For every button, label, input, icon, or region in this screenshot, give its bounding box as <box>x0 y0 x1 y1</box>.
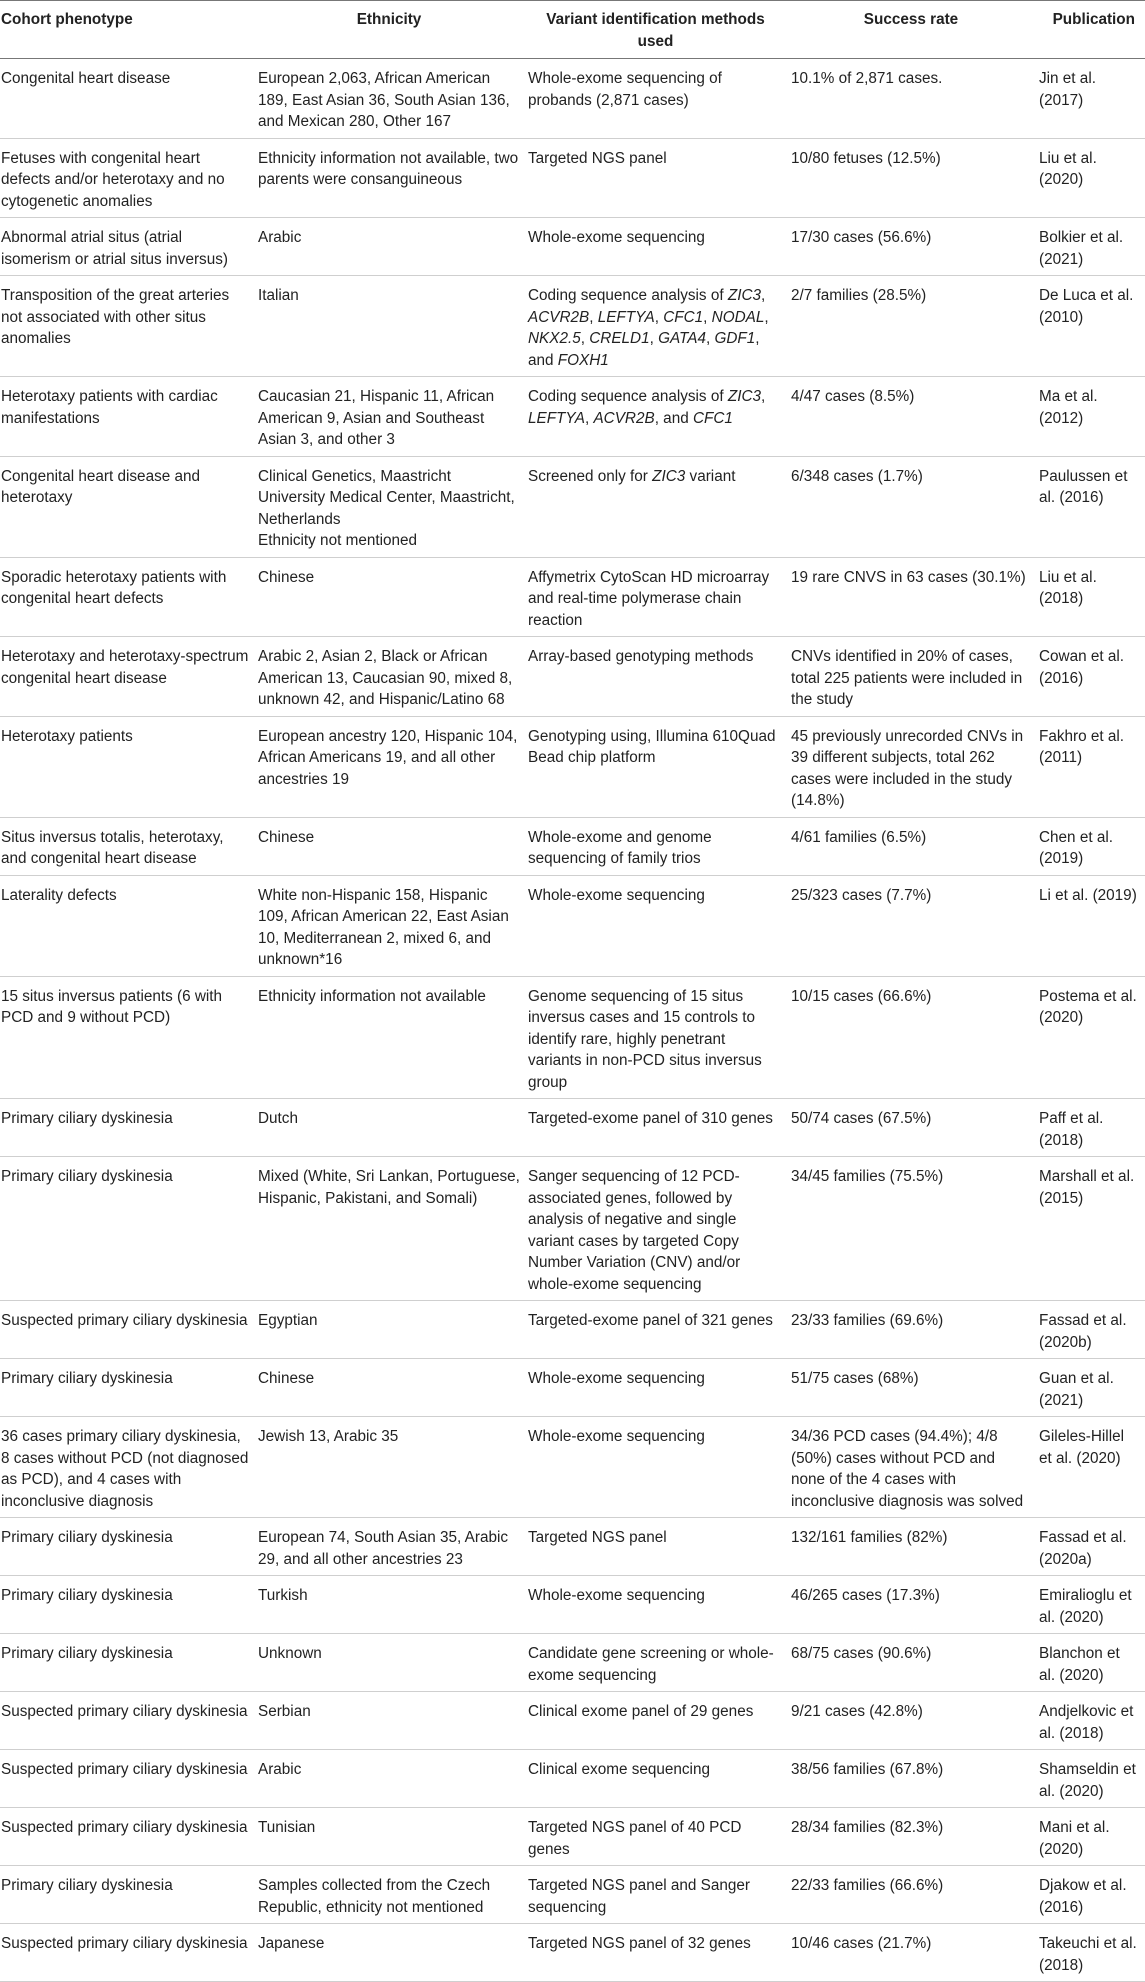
ethnicity-cell: Unknown <box>258 1634 528 1692</box>
variant-methods-cell: Whole-exome sequencing <box>528 218 791 276</box>
variant-methods-cell: Screened only for ZIC3 variant <box>528 456 791 557</box>
success-rate-cell: 10.1% of 2,871 cases. <box>791 59 1039 139</box>
cohort-phenotype-cell: Suspected primary ciliary dyskinesia <box>0 1301 258 1359</box>
success-rate-cell: 46/265 cases (17.3%) <box>791 1576 1039 1634</box>
cohort-phenotype-cell: Suspected primary ciliary dyskinesia <box>0 1924 258 1982</box>
publication-cell: Fassad et al. (2020b) <box>1039 1301 1145 1359</box>
publication-cell: Djakow et al. (2016) <box>1039 1866 1145 1924</box>
cohort-phenotype-cell: Abnormal atrial situs (atrial isomerism or atrial situs inversus) <box>0 218 258 276</box>
variant-methods-cell: Targeted NGS panel and Sanger sequencing <box>528 1866 791 1924</box>
variant-methods-cell: Whole-exome sequencing <box>528 1417 791 1518</box>
variant-methods-cell: Targeted-exome panel of 310 genes <box>528 1099 791 1157</box>
success-rate-cell: 23/33 families (69.6%) <box>791 1301 1039 1359</box>
variant-methods-cell: Clinical exome sequencing <box>528 1750 791 1808</box>
table-row <box>0 1924 1145 1982</box>
ethnicity-cell: Mixed (White, Sri Lankan, Portuguese, Hispanic, Pakistani, and Somali) <box>258 1157 528 1301</box>
table-row <box>0 456 1145 557</box>
ethnicity-cell: Chinese <box>258 1359 528 1417</box>
cohort-phenotype-cell: Heterotaxy patients with cardiac manifestations <box>0 377 258 457</box>
cohort-phenotype-cell: Primary ciliary dyskinesia <box>0 1518 258 1576</box>
publication-cell: Postema et al. (2020) <box>1039 976 1145 1099</box>
cohort-phenotype-cell: Situs inversus totalis, heterotaxy, and congenital heart disease <box>0 817 258 875</box>
cohort-phenotype-cell: Primary ciliary dyskinesia <box>0 1359 258 1417</box>
table-row <box>0 637 1145 717</box>
publication-cell: Emiralioglu et al. (2020) <box>1039 1576 1145 1634</box>
table-row <box>0 1576 1145 1634</box>
variant-methods-cell: Clinical exome panel of 29 genes <box>528 1692 791 1750</box>
success-rate-cell: 19 rare CNVS in 63 cases (30.1%) <box>791 557 1039 637</box>
publication-cell: De Luca et al. (2010) <box>1039 276 1145 377</box>
variant-methods-cell: Targeted NGS panel <box>528 138 791 218</box>
ethnicity-cell: Chinese <box>258 817 528 875</box>
success-rate-cell: 4/61 families (6.5%) <box>791 817 1039 875</box>
ethnicity-cell: Tunisian <box>258 1808 528 1866</box>
variant-methods-cell: Whole-exome sequencing <box>528 1359 791 1417</box>
table-row <box>0 1518 1145 1576</box>
success-rate-cell: 34/36 PCD cases (94.4%); 4/8 (50%) cases without PCD and none of the 4 cases with inconclusive diagnosis was solved <box>791 1417 1039 1518</box>
table-row <box>0 1808 1145 1866</box>
success-rate-cell: CNVs identified in 20% of cases, total 225 patients were included in the study <box>791 637 1039 717</box>
header-row <box>0 1 1145 59</box>
table-row <box>0 1157 1145 1301</box>
table-row <box>0 976 1145 1099</box>
cohort-phenotype-cell: Suspected primary ciliary dyskinesia <box>0 1750 258 1808</box>
success-rate-cell: 132/161 families (82%) <box>791 1518 1039 1576</box>
success-rate-cell: 50/74 cases (67.5%) <box>791 1099 1039 1157</box>
ethnicity-cell: Japanese <box>258 1924 528 1982</box>
table-row <box>0 138 1145 218</box>
cohort-phenotype-cell: 36 cases primary ciliary dyskinesia, 8 cases without PCD (not diagnosed as PCD), and 4 cases with inconclusive diagnosis <box>0 1417 258 1518</box>
table-row <box>0 377 1145 457</box>
header-ethnicity: Ethnicity <box>258 1 528 59</box>
table-row <box>0 875 1145 976</box>
publication-cell: Fakhro et al. (2011) <box>1039 716 1145 817</box>
success-rate-cell: 34/45 families (75.5%) <box>791 1157 1039 1301</box>
success-rate-cell: 25/323 cases (7.7%) <box>791 875 1039 976</box>
table-row <box>0 1099 1145 1157</box>
success-rate-cell: 9/21 cases (42.8%) <box>791 1692 1039 1750</box>
success-rate-cell: 4/47 cases (8.5%) <box>791 377 1039 457</box>
cohort-phenotype-cell: Suspected primary ciliary dyskinesia <box>0 1808 258 1866</box>
table-body <box>0 59 1145 1982</box>
cohort-phenotype-cell: Primary ciliary dyskinesia <box>0 1099 258 1157</box>
table-row <box>0 1359 1145 1417</box>
publication-cell: Marshall et al. (2015) <box>1039 1157 1145 1301</box>
variant-methods-cell: Targeted NGS panel of 40 PCD genes <box>528 1808 791 1866</box>
table-row <box>0 276 1145 377</box>
publication-cell: Blanchon et al. (2020) <box>1039 1634 1145 1692</box>
header-publication: Publication <box>1039 1 1145 59</box>
variant-methods-cell: Sanger sequencing of 12 PCD-associated genes, followed by analysis of negative and single variant cases by targeted Copy Number Variation (CNV) and/or whole-exome sequencing <box>528 1157 791 1301</box>
success-rate-cell: 6/348 cases (1.7%) <box>791 456 1039 557</box>
variant-methods-cell: Genome sequencing of 15 situs inversus cases and 15 controls to identify rare, highly penetrant variants in non-PCD situs inversus group <box>528 976 791 1099</box>
table-row <box>0 59 1145 139</box>
cohort-phenotype-cell: Heterotaxy patients <box>0 716 258 817</box>
cohort-phenotype-cell: Congenital heart disease <box>0 59 258 139</box>
ethnicity-cell: Turkish <box>258 1576 528 1634</box>
table-row <box>0 557 1145 637</box>
variant-methods-cell: Genotyping using, Illumina 610Quad Bead chip platform <box>528 716 791 817</box>
ethnicity-cell: European ancestry 120, Hispanic 104, African Americans 19, and all other ancestries 19 <box>258 716 528 817</box>
publication-cell: Shamseldin et al. (2020) <box>1039 1750 1145 1808</box>
publication-cell: Liu et al. (2018) <box>1039 557 1145 637</box>
ethnicity-cell: Ethnicity information not available, two parents were consanguineous <box>258 138 528 218</box>
ethnicity-cell: Ethnicity information not available <box>258 976 528 1099</box>
publication-cell: Guan et al. (2021) <box>1039 1359 1145 1417</box>
cohort-phenotype-cell: Primary ciliary dyskinesia <box>0 1576 258 1634</box>
publication-cell: Chen et al. (2019) <box>1039 817 1145 875</box>
success-rate-cell: 51/75 cases (68%) <box>791 1359 1039 1417</box>
success-rate-cell: 45 previously unrecorded CNVs in 39 different subjects, total 262 cases were included in the study (14.8%) <box>791 716 1039 817</box>
cohort-phenotype-cell: Suspected primary ciliary dyskinesia <box>0 1692 258 1750</box>
success-rate-cell: 28/34 families (82.3%) <box>791 1808 1039 1866</box>
ethnicity-cell: European 2,063, African American 189, East Asian 36, South Asian 136, and Mexican 280, Other 167 <box>258 59 528 139</box>
variant-methods-cell: Targeted NGS panel of 32 genes <box>528 1924 791 1982</box>
ethnicity-cell: Dutch <box>258 1099 528 1157</box>
variant-methods-cell: Whole-exome sequencing <box>528 875 791 976</box>
table-row <box>0 1692 1145 1750</box>
ethnicity-cell: Arabic <box>258 1750 528 1808</box>
cohort-phenotype-cell: Transposition of the great arteries not associated with other situs anomalies <box>0 276 258 377</box>
ethnicity-cell: Jewish 13, Arabic 35 <box>258 1417 528 1518</box>
cohort-phenotype-cell: 15 situs inversus patients (6 with PCD and 9 without PCD) <box>0 976 258 1099</box>
publication-cell: Liu et al. (2020) <box>1039 138 1145 218</box>
publication-cell: Gileles-Hillel et al. (2020) <box>1039 1417 1145 1518</box>
cohort-phenotype-cell: Laterality defects <box>0 875 258 976</box>
publication-cell: Jin et al. (2017) <box>1039 59 1145 139</box>
ethnicity-cell: Italian <box>258 276 528 377</box>
publication-cell: Takeuchi et al. (2018) <box>1039 1924 1145 1982</box>
publication-cell: Mani et al. (2020) <box>1039 1808 1145 1866</box>
ethnicity-cell: Clinical Genetics, Maastricht University Medical Center, Maastricht, Netherlands Ethnicity not mentioned <box>258 456 528 557</box>
table-row <box>0 1417 1145 1518</box>
table-row <box>0 1866 1145 1924</box>
cohort-phenotype-cell: Congenital heart disease and heterotaxy <box>0 456 258 557</box>
table-row <box>0 1634 1145 1692</box>
cohort-phenotype-cell: Primary ciliary dyskinesia <box>0 1866 258 1924</box>
success-rate-cell: 68/75 cases (90.6%) <box>791 1634 1039 1692</box>
table-row <box>0 716 1145 817</box>
cohort-phenotype-cell: Primary ciliary dyskinesia <box>0 1634 258 1692</box>
variant-methods-cell: Candidate gene screening or whole-exome sequencing <box>528 1634 791 1692</box>
header-cohort-phenotype: Cohort phenotype <box>0 1 258 59</box>
table-row <box>0 817 1145 875</box>
header-success-rate: Success rate <box>791 1 1039 59</box>
ethnicity-cell: Egyptian <box>258 1301 528 1359</box>
cohort-phenotype-cell: Heterotaxy and heterotaxy-spectrum congenital heart disease <box>0 637 258 717</box>
success-rate-cell: 17/30 cases (56.6%) <box>791 218 1039 276</box>
variant-methods-cell: Coding sequence analysis of ZIC3, LEFTYA, ACVR2B, and CFC1 <box>528 377 791 457</box>
ethnicity-cell: Arabic <box>258 218 528 276</box>
success-rate-cell: 10/80 fetuses (12.5%) <box>791 138 1039 218</box>
cohort-phenotype-cell: Fetuses with congenital heart defects and/or heterotaxy and no cytogenetic anomalies <box>0 138 258 218</box>
publication-cell: Andjelkovic et al. (2018) <box>1039 1692 1145 1750</box>
ethnicity-cell: Serbian <box>258 1692 528 1750</box>
publication-cell: Ma et al. (2012) <box>1039 377 1145 457</box>
variant-methods-cell: Coding sequence analysis of ZIC3, ACVR2B, LEFTYA, CFC1, NODAL, NKX2.5, CRELD1, GATA4, GDF1, and FOXH1 <box>528 276 791 377</box>
success-rate-cell: 2/7 families (28.5%) <box>791 276 1039 377</box>
ethnicity-cell: Caucasian 21, Hispanic 11, African American 9, Asian and Southeast Asian 3, and other 3 <box>258 377 528 457</box>
cohort-phenotype-cell: Primary ciliary dyskinesia <box>0 1157 258 1301</box>
success-rate-cell: 10/46 cases (21.7%) <box>791 1924 1039 1982</box>
ethnicity-cell: Samples collected from the Czech Republic, ethnicity not mentioned <box>258 1866 528 1924</box>
success-rate-cell: 10/15 cases (66.6%) <box>791 976 1039 1099</box>
success-rate-cell: 38/56 families (67.8%) <box>791 1750 1039 1808</box>
variant-methods-cell: Affymetrix CytoScan HD microarray and real-time polymerase chain reaction <box>528 557 791 637</box>
publication-cell: Bolkier et al. (2021) <box>1039 218 1145 276</box>
publication-cell: Fassad et al. (2020a) <box>1039 1518 1145 1576</box>
cohort-phenotype-cell: Sporadic heterotaxy patients with congenital heart defects <box>0 557 258 637</box>
variant-methods-cell: Whole-exome and genome sequencing of family trios <box>528 817 791 875</box>
ethnicity-cell: Chinese <box>258 557 528 637</box>
variant-methods-cell: Whole-exome sequencing <box>528 1576 791 1634</box>
variant-methods-cell: Targeted NGS panel <box>528 1518 791 1576</box>
ethnicity-cell: White non-Hispanic 158, Hispanic 109, African American 22, East Asian 10, Mediterranean 2, mixed 6, and unknown*16 <box>258 875 528 976</box>
publication-cell: Paff et al. (2018) <box>1039 1099 1145 1157</box>
publication-cell: Cowan et al. (2016) <box>1039 637 1145 717</box>
variant-methods-cell: Targeted-exome panel of 321 genes <box>528 1301 791 1359</box>
variant-methods-cell: Whole-exome sequencing of probands (2,871 cases) <box>528 59 791 139</box>
header-variant-methods: Variant identification methods used <box>528 1 791 59</box>
table-row <box>0 1750 1145 1808</box>
table-row <box>0 1301 1145 1359</box>
publication-cell: Li et al. (2019) <box>1039 875 1145 976</box>
variant-methods-cell: Array-based genotyping methods <box>528 637 791 717</box>
success-rate-cell: 22/33 families (66.6%) <box>791 1866 1039 1924</box>
table-row <box>0 218 1145 276</box>
ethnicity-cell: Arabic 2, Asian 2, Black or African American 13, Caucasian 90, mixed 8, unknown 42, and Hispanic/Latino 68 <box>258 637 528 717</box>
ethnicity-cell: European 74, South Asian 35, Arabic 29, and all other ancestries 23 <box>258 1518 528 1576</box>
publication-cell: Paulussen et al. (2016) <box>1039 456 1145 557</box>
